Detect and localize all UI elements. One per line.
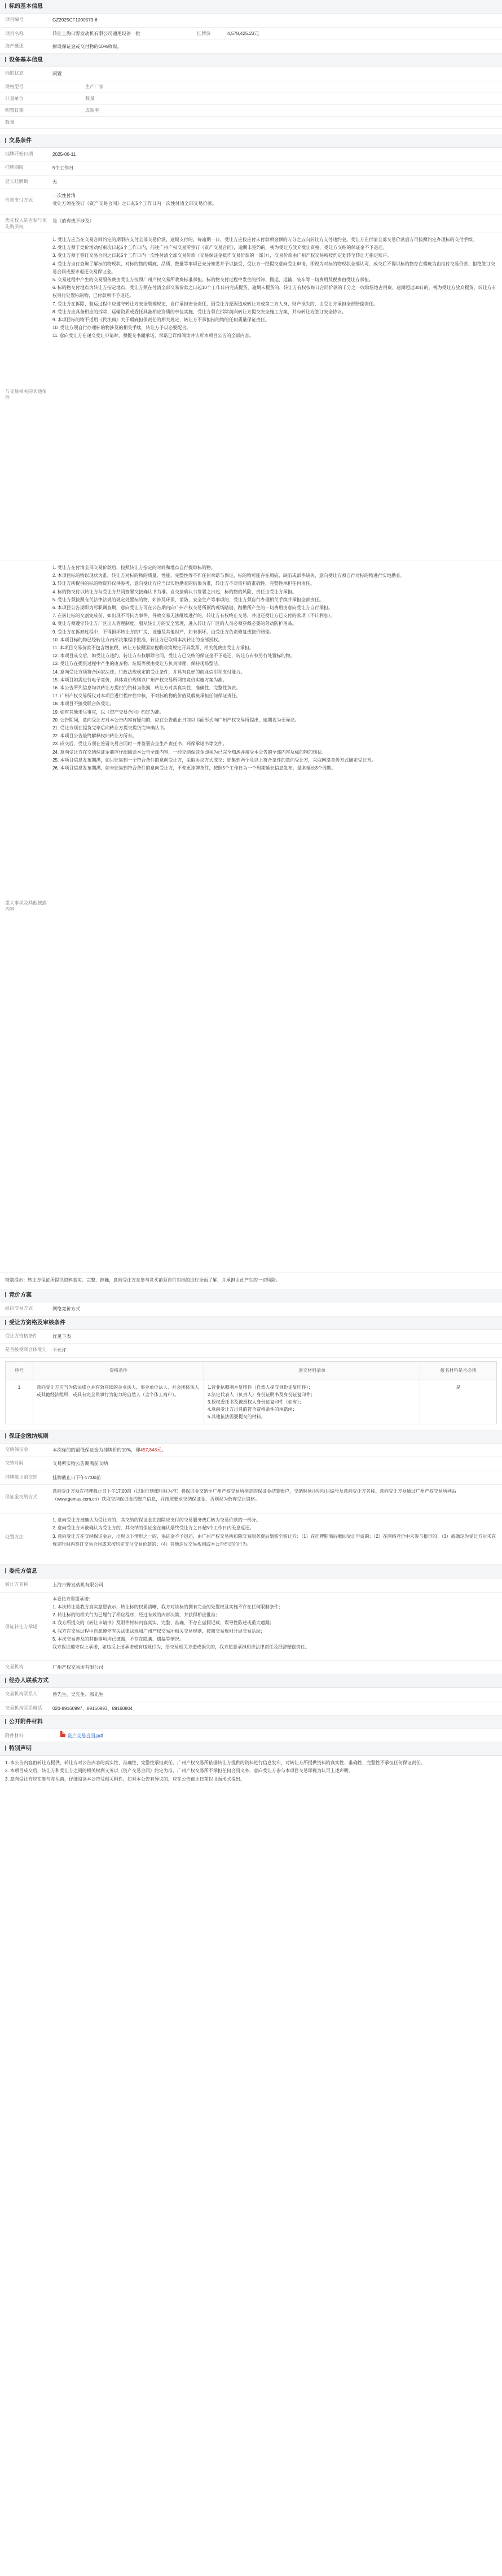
- trade-section-title: 交易条件: [0, 134, 502, 148]
- transferor-desc-value: 本委托方郑重承诺： 1. 本次转让是我方真实意愿表示，转让标的权属清晰，我方对该标的拥有完全的处置权且实施不存在任何限制条件； 2. 转让标的的相关行为已履行了相应程序，经过有效的内部决策，并获得相应批准； 3. 我方所提交的《转让申请书》及附件材料内容真实、完整、准确，不存在虚假记载、误导性陈述或重大遗漏； 4. 我方在交易过程中自愿遵守有关法律法规和广州产权交易所相关交易规则，按照交易规则开展交易活动； 5. 本次交易涉及的其他事项均已披露，不存在隐瞒、遗漏等情况。 我方保证遵守以上承诺，如违反上述承诺或有违规行为，给交易相关方造成损失的，我方愿意承担相应法律责任及经济赔偿责任。: [52, 1596, 310, 1650]
- qualify-cell-docs: 1.营业执照副本复印件（自然人提交身份证复印件）； 2.法定代表人（负责人）身份证明书及身份证复印件； 3.授权委托书及被授权人身份证复印件（如有）； 4.意向受让方出具的符合资格条件的承诺函； 5.其他依法需要提交的材料。: [204, 1380, 420, 1424]
- major-row: [0, 561, 502, 1273]
- deposit-account-label: 保证金交纳方式: [5, 1494, 38, 1500]
- project-code-value: GZ2025CF1000579-6: [52, 18, 98, 23]
- payment-row: [0, 189, 502, 215]
- transferor-name-value: 上海日野发动机有限公司: [52, 1582, 104, 1588]
- joint-row: [0, 1344, 502, 1358]
- deposit-amount-row: [0, 1444, 502, 1458]
- deposit-deadline-value: 交易所实物公告期满前交纳: [52, 1461, 108, 1467]
- period-row: [0, 161, 502, 176]
- maker-label: 生产厂家: [85, 84, 104, 89]
- conditions-text: 1. 受让方应当在交易合同约定的期限内支付全部交易价款，逾期支付的，每逾期一日，受让方应按应付未付款项金额的万分之五向转让方支付违约金。受让方在付清全部交易价款后方可按照约定办理标的交付手续。 2. 受让方须于竞价活动结束次日起5个工作日内，前往广州产权交易所签订《资产交易合同》，逾期未签约的，视为受让方放弃受让资格，受让方交纳的保证金不予退还。 3. 受让方须于签订交易合同之日起5个工作日内一次性付清全部交易价款（交易保证金抵作交易价款的一部分），交易价款由广州产权交易所按约定划转至转让方指定账户。 4. 受让方自行查询了解标的物现状，对标的物的瑕疵、品质、数量等事项已充分知悉并予以接受，受让方一经提交意向受让申请，即视为对标的物现状全部认可，成交后不得以标的物存在瑕疵为由拒付交易价款、拒绝签订交易合同或要求退还交易保证金。 5. 交易过程中产生的交易服务费由受让方按照广州产权交易所收费标准承担。标的物交付过程中发生的拆卸、搬运、运输、装车等一切费用及税费由受让方承担。 6. 标的物交付地点为转让方指定地点，受让方须在付清全部交易价款之日起10个工作日内完成提货，逾期未提货的，转让方有权按每日合同价款的千分之一收取场地占用费，逾期超过30日的，视为受让方放弃提货，转让方有权另行处置标的物，已付款项不予退还。 7. 受让方在拆除、装运过程中应遵守转让方安全管理规定，自行承担安全责任，因受让方原因造成转让方或第三方人身、财产损失的，由受让方承担全部赔偿责任。 8. 受让方应具备相应的拆除、运输资质或委托具备相应资质的单位实施，受让方须在拆除前向转让方提交安全施工方案，并与转让方签订安全协议。 9. 本项目标的物不适用《民法典》关于瑕疵担保责任的相关规定，转让方不承担标的物的任何质量保证责任。 10. 受让方须自行办理标的物涉及的相关手续，转让方予以必要配合。 11. 意向受让方在递交受让申请时，须提交书面承诺，承诺已详细阅读并认可本项目公告的全部内容。: [52, 237, 496, 339]
- project-name-value: 转让上海日野发动机有限公司通用设备一批: [52, 30, 140, 36]
- price-label: 挂牌价: [197, 30, 211, 36]
- equipment-section-title: 设备基本信息: [0, 54, 502, 67]
- bid-method-row: [0, 1302, 502, 1317]
- deposit-deadline-label: 交纳时间: [5, 1460, 24, 1466]
- equipment-row-purchase: [0, 105, 502, 117]
- qty-label: 数量: [5, 119, 15, 125]
- file-row: [0, 1729, 502, 1742]
- qualify-cell-required: 是: [420, 1380, 497, 1424]
- qualify-cell-cond: 意向受让方应当为依法成立并有效存续的企业法人、事业单位法人、社会团体法人或其他经济组织，或具有完全民事行为能力的自然人（含个体工商户）。: [33, 1380, 204, 1424]
- auto-extend-label: 延长挂牌期: [5, 178, 28, 184]
- qualify-th-docs: 递交材料清单: [204, 1361, 420, 1380]
- transferor-name-label: 转让方名称: [5, 1582, 28, 1587]
- listing-date-label: 挂牌开始日期: [5, 151, 33, 156]
- pdf-icon: [60, 1731, 65, 1737]
- special-section-title: 特别声明: [0, 1742, 502, 1756]
- deposit-section-title: 保证金缴纳规则: [0, 1430, 502, 1444]
- equipment-row-unit: [0, 93, 502, 105]
- special-note: 特别提示：转让方保证所提供资料真实、完整、准确，意向受让方在参与竞买前须自行对标的进行全面了解，并承担由此产生的一切风险。: [5, 1278, 280, 1283]
- qualify-cond-label: 受让方资格条件: [5, 1333, 38, 1339]
- auto-extend-value: 无: [52, 179, 58, 185]
- contact-phone-row: [0, 1702, 502, 1716]
- qualify-cond-value: 详见下表: [52, 1333, 71, 1339]
- asset-type-label: 资产概述: [5, 43, 24, 49]
- qualify-section-title: 受让方资格及审核条件: [0, 1317, 502, 1330]
- table-row: [6, 1380, 497, 1424]
- agent-label: 交易机构: [5, 1664, 24, 1669]
- conditions-row: [0, 233, 502, 561]
- transferor-name-row: [0, 1578, 502, 1593]
- basic-row-asset: [0, 40, 502, 54]
- transferor-desc-row: [0, 1593, 502, 1661]
- files-section-title: 公开附件材料: [0, 1716, 502, 1729]
- equipment-row-qty: [0, 117, 502, 129]
- deposit-deadline-row: [0, 1457, 502, 1471]
- contact-person-value: 蔡先生、吴先生、郭先生: [52, 1692, 104, 1698]
- file-label: 附件材料: [5, 1733, 24, 1738]
- count-value: [118, 93, 502, 104]
- joint-label: 是否接受联合体受让: [5, 1347, 47, 1353]
- contact-phone-label: 交易机构联系电话: [5, 1705, 42, 1711]
- qualify-table: [5, 1361, 497, 1424]
- major-label: 重大事项及其他披露内容: [5, 900, 47, 912]
- basic-section-title: 标的基本信息: [0, 0, 502, 14]
- qualify-th-required: 报名材料是否必填: [420, 1361, 497, 1380]
- deposit-refund-label: 处置方法: [5, 1534, 24, 1540]
- count-label: 数量: [85, 95, 95, 101]
- conditions-label: 与交易相关的其他条件: [5, 389, 47, 400]
- price-value: 4,578,425.23元: [227, 30, 259, 36]
- maker-value: [118, 81, 502, 93]
- asset-type-value: 拆设保证金或交付物的10%收取。: [52, 43, 122, 49]
- listing-date-row: [0, 148, 502, 162]
- status-value: 闲置: [52, 71, 62, 76]
- agent-row: [0, 1661, 502, 1675]
- deposit-account-row: [0, 1485, 502, 1514]
- deposit-way-value: 挂牌截止日下午17:00前: [52, 1475, 101, 1480]
- deposit-way-row: [0, 1471, 502, 1485]
- unit-value: [49, 93, 85, 104]
- spec-value: [49, 81, 85, 93]
- contact-section-title: 经办人联系方式: [0, 1674, 502, 1688]
- deposit-amount-text: 本次标的的最低保证金为挂牌价的10%，即: [52, 1447, 140, 1453]
- qualify-cell-no: 1: [6, 1380, 33, 1424]
- purchase-value: [49, 105, 85, 116]
- project-name-label: 项目名称: [5, 30, 24, 36]
- qualify-th-cond: 资格条件: [33, 1361, 204, 1380]
- deposit-amount-value: [49, 1444, 502, 1457]
- qualify-cond-row: [0, 1330, 502, 1344]
- bid-method-value: 网络竞价方式: [52, 1306, 81, 1312]
- equipment-row-spec: [0, 81, 502, 93]
- purchase-label: 购置日期: [5, 107, 24, 113]
- payment-value: 一次性付清 受让方须在签订《资产交易合同》之日起5个工作日内一次性付清全部交易价款。: [52, 193, 217, 206]
- deposit-amount-suffix: 。: [161, 1447, 166, 1453]
- period-value: 5个工作日: [52, 165, 74, 170]
- listing-date-value: 2025-06-11: [52, 151, 76, 157]
- deposit-refund-row: [0, 1514, 502, 1565]
- status-label: 标的状态: [5, 71, 24, 76]
- spec-label: 规格型号: [5, 84, 24, 89]
- qualify-th-no: 序号: [6, 1361, 33, 1380]
- transferor-section-title: 委托方信息: [0, 1565, 502, 1578]
- priority-row: [0, 215, 502, 233]
- qty-value: [49, 117, 85, 128]
- bid-section-title: 竞价方案: [0, 1289, 502, 1302]
- deposit-way-label: 挂牌截止前交纳: [5, 1474, 38, 1480]
- contact-person-row: [0, 1688, 502, 1702]
- priority-value: 是（放弃或不涉及）: [52, 218, 94, 224]
- special-text: 1. 本公告内容由转让方提供，转让方对公告内容的真实性、准确性、完整性承担责任。广州产权交易所依据转让方提供的资料进行信息发布，对转让方所提供资料的真实性、准确性、完整性不承担任何保证责任。 2. 本项目成交后，转让方和受让方之间的相关权利义务以《资产交易合同》约定为准，广州产权交易所不承担任何合同义务，意向受让方参与本项目交易即视为认可上述声明。 3. 意向受让方应在参与竞买前，仔细阅读本公告及相关附件，如对本公告有异议的，应在公告截止日前以书面形式提出。: [5, 1760, 425, 1782]
- equipment-row-status: [0, 67, 502, 81]
- contact-person-label: 交易机构联系人: [5, 1691, 38, 1697]
- deposit-account-value: 意向受让方须在挂牌截止日下午17:00前（以银行到账时间为准）将保证金交纳至广州产权交易所指定的保证金结算账户，交纳时须注明项目编号及意向受让方名称。意向受让方须通过广州产权交易所网站（www.gemas.com.cn）获取交纳保证金的账户信息，并按照要求交纳保证金，否则视为放弃受让资格。: [52, 1489, 457, 1502]
- basic-row-name: [0, 28, 502, 40]
- unit-label: 计量单位: [5, 95, 24, 101]
- payment-label: 价款支付方式: [5, 198, 33, 203]
- project-code-label: 项目编号: [5, 17, 24, 22]
- period-label: 挂牌期限: [5, 165, 24, 170]
- auto-extend-row: [0, 176, 502, 190]
- major-text: 1. 受让方在付清全部交易价款后，按照转让方指定的时间和地点自行提取标的物。 2. 本项目标的物以现状为准，转让方对标的物的质量、性能、完整性等不作任何承诺与保证，标的物可能存在瑕疵、缺陷或部件缺失，意向受让方须自行对标的物进行实地勘查。 3. 转让方所提供的标的物资料仅供参考，意向受让方应当以实地勘查的结果为准，转让方不对资料的准确性、完整性承担任何责任。 4. 标的物交付以转让方与受让方共同签署交接确认书为准。自交接确认书签署之日起，标的物的风险、责任由受让方承担。 5. 受让方须按照有关法律法规的规定处置标的物，如涉及环保、消防、安全生产等事项的，受让方须自行办理相关手续并承担全部责任。 6. 本项目公告期即为尽职调查期，意向受让方可在公告期内向广州产权交易所预约现场踏勘，踏勘所产生的一切费用由意向受让方自行承担。 7. 在转让标的交割完成前，如出现不可抗力事件，导致交易无法继续进行的，转让方有权终止交易，并退还受让方已支付的款项（不计利息）。 8. 受让方须遵守转让方厂区出入管理制度，服从转让方的安全管理，进入转让方厂区的人员必须穿戴必要的劳动防护用品。 9. 受让方在拆卸过程中，不得损坏转让方的厂房、设施及其他财产，如有损坏，由受让方负责修复或按价赔偿。 10. 本项目标的物已经转让方内部决策程序批准，转让方已取得本次转让的全部授权。 11. 本项目交易价款不包含增值税，转让方按照国家税收政策规定开具发票，相关税费由受让方承担。 12. 本项目成交后，如受让方违约，转让方有权解除合同，受让方已交纳的保证金不予退还，转让方有权另行处置标的物。 13. 受让方在提货过程中产生的废弃物、垃圾等须由受让方负责清理，保持现场整洁。 14. 意向受让方须符合国家法律、行政法规规定的受让条件，并具有良好的商业信用和支付能力。 15. 本项目如需进行电子竞价，具体竞价规则以广州产权交易所网络竞价实施方案为准。 16. 本公告所列信息均以转让方提供的资料为依据，转让方对其真实性、准确性、完整性负责。 17. 广州产权交易所仅对本项目进行程序性审核，不对标的物的价值及瑕疵承担任何保证责任。 18. 本项目不接受联合体受让。 19. 如有其他未尽事宜，以《资产交易合同》约定为准。 20. 公告期间，意向受让方对本公告内容有疑问的，应在公告截止日前以书面形式向广州产权交易所提出，逾期视为无异议。 21. 受让方须在提货完毕后向转让方提交提货完毕确认书。 22. 本项目公告最终解释权归转让方所有。 23. 成交后，受让方须在签署交易合同时一并签署安全生产责任书、环保承诺书等文件。 24. 意向受让方在交纳保证金前应仔细阅读本公告全部内容，一经交纳保证金即视为已完全知悉并接受本公告的全部内容及标的物的现状。 25. 本项目信息发布期满，如只征集到一个符合条件的意向受让方，采取协议方式成交；征集到两个及以上符合条件的意向受让方，采取网络竞价方式确定受让方。 26. 本项目信息发布期满，如未征集到符合条件的意向受让方，不变更挂牌条件，按照5个工作日为一个周期延长信息发布，最多延长3个周期。: [52, 565, 405, 771]
- priority-label: 优先权人是否参与优先购买权: [5, 218, 47, 229]
- deposit-refund-value: 1. 意向受让方被确认为受让方的，其交纳的保证金在扣除应支付的交易服务费后转为交易价款的一部分。 2. 意向受让方未被确认为受让方的，其交纳的保证金在确认最终受让方之日起5个工作日内无息返还。 3. 意向受让方在交纳保证金后，出现以下情形之一的，保证金不予退还，由广州产权交易所扣除交易服务费后划转至转让方：（1）在挂牌期满后撤回受让申请的；（2）在网络竞价中未参与报价的；（3）被确定为受让方后未在规定时间内签订交易合同或未按约定支付交易价款的；（4）其他违反交易规则或本公告约定的行为。: [52, 1517, 496, 1547]
- newness-value: [118, 105, 502, 116]
- joint-value: 不允许: [52, 1348, 67, 1353]
- file-link[interactable]: [49, 1721, 502, 1751]
- bid-method-label: 组织交易方式: [5, 1306, 33, 1311]
- file-name[interactable]: 资产交易合同.pdf: [67, 1733, 103, 1739]
- contact-phone-value: 020-89160997、89160993、89160804: [52, 1705, 133, 1711]
- newness-label: 成新率: [85, 107, 99, 113]
- deposit-amount-red: 457,843元: [140, 1447, 162, 1453]
- deposit-amount-label: 交纳保证金: [5, 1446, 28, 1452]
- transferor-desc-label: 保证转让方承诺: [5, 1624, 38, 1629]
- basic-row-code: [0, 14, 502, 28]
- agent-value: 广州产权交易所有限公司: [52, 1664, 104, 1670]
